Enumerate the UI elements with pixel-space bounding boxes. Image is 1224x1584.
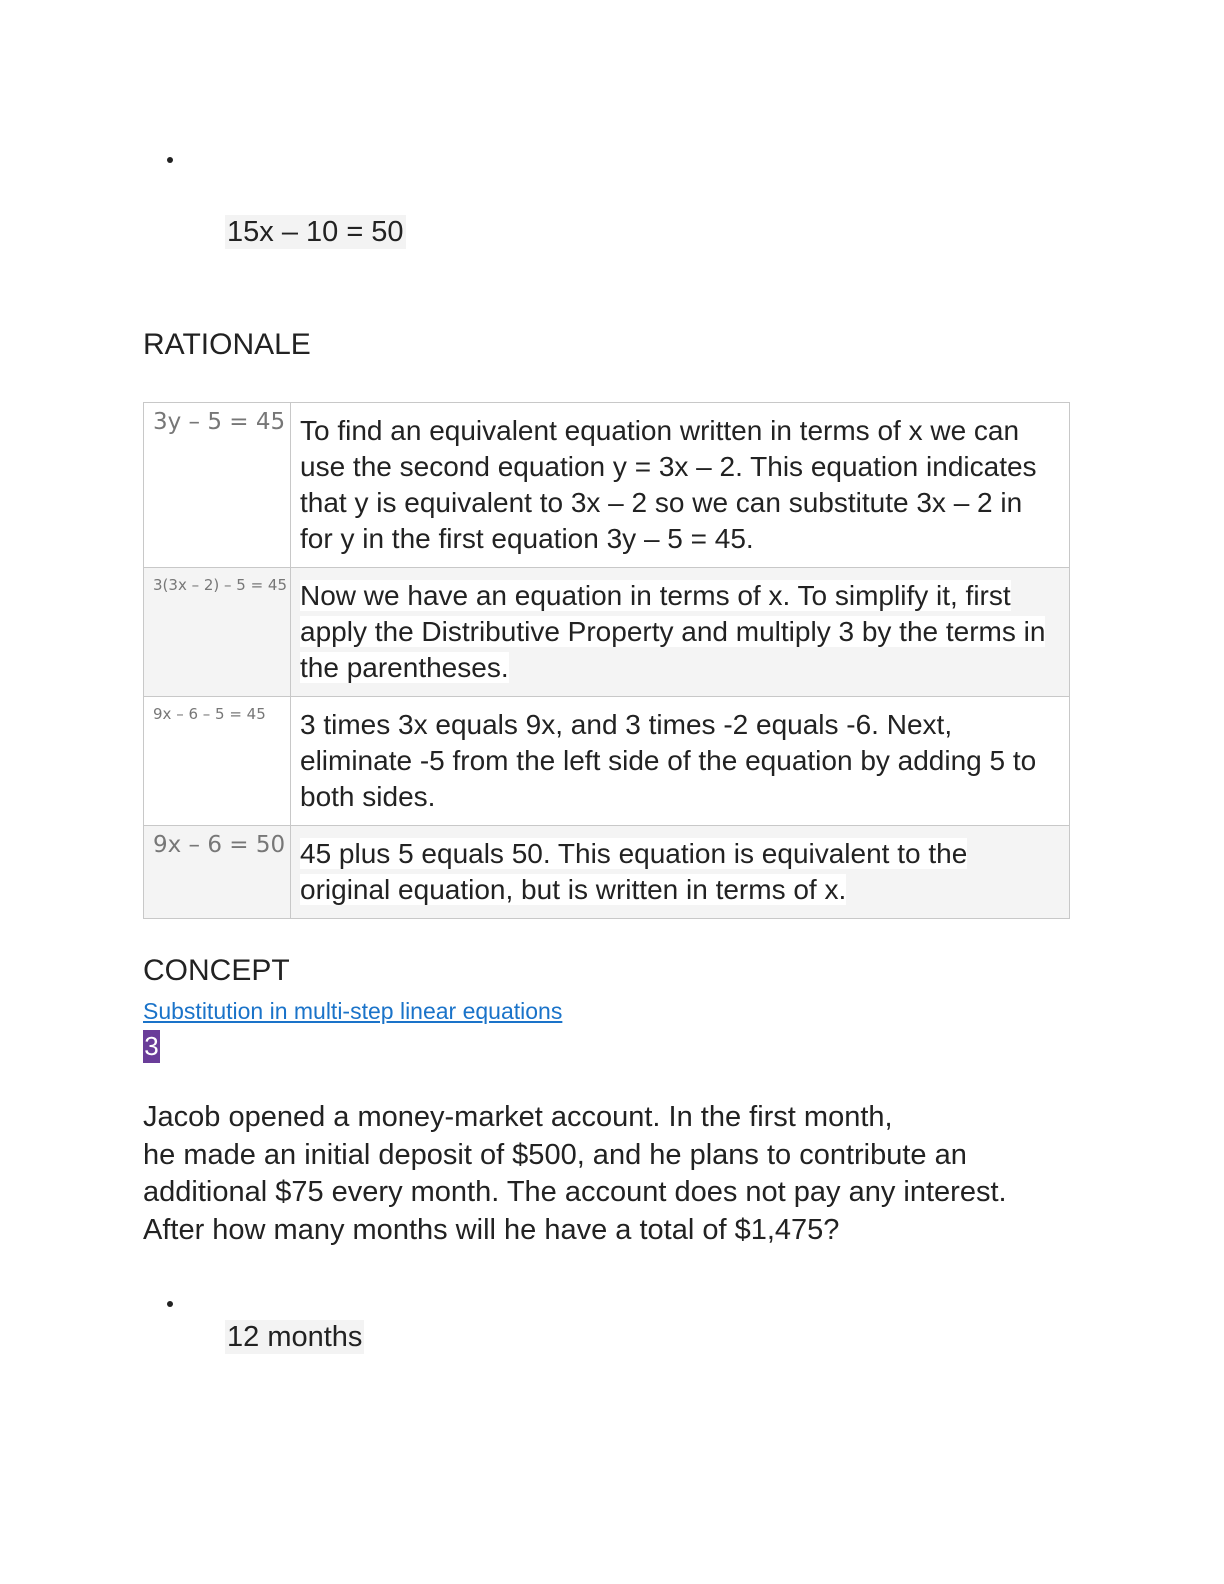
question-line: After how many months will he have a total of $1,475? — [143, 1213, 840, 1246]
equation: 9x – 6 = 50 — [153, 832, 286, 858]
equation-cell — [144, 826, 291, 919]
explanation-text: 3 times 3x equals 9x, and 3 times -2 equals -6. Next, eliminate -5 from the left side of the equation by adding 5 to both sides. — [300, 709, 1037, 812]
table-row — [144, 568, 1070, 697]
question-text — [143, 1099, 1073, 1249]
equation-cell — [144, 568, 291, 697]
equation: 9x – 6 – 5 = 45 — [153, 705, 266, 723]
table-row — [144, 403, 1070, 568]
question-number-badge: 3 — [144, 1031, 159, 1061]
concept-heading: CONCEPT — [143, 954, 290, 987]
explanation-cell — [291, 826, 1070, 919]
explanation-text: 45 plus 5 equals 50. This equation is equivalent to the original equation, but is written in terms of x. — [300, 838, 968, 905]
explanation-cell — [291, 403, 1070, 568]
explanation-cell — [291, 568, 1070, 697]
explanation-cell — [291, 697, 1070, 826]
equation: 3y – 5 = 45 — [153, 409, 286, 435]
question-line: he made an initial deposit of $500, and he plans to contribute an additional $75 every month. The account does not pay any interest. — [143, 1138, 1007, 1208]
explanation-text: Now we have an equation in terms of x. To simplify it, first apply the Distributive Property and multiply 3 by the terms in the parentheses. — [300, 580, 1046, 683]
table-row — [144, 697, 1070, 826]
bullet-icon — [167, 157, 173, 163]
bullet-icon — [167, 1301, 173, 1307]
answer-option[interactable]: 12 months — [227, 1321, 363, 1353]
question-line: Jacob opened a money-market account. In the first month, — [143, 1101, 893, 1133]
explanation-text: To find an equivalent equation written in terms of x we can use the second equation y = 3x – 2. This equation indicates that y is equivalent to 3x – 2 so we can substitute 3x – 2 in for y in the first equation 3y – 5 = 45. — [300, 415, 1037, 554]
equation: 3(3x – 2) – 5 = 45 — [153, 576, 288, 594]
answer-option[interactable]: 15x – 10 = 50 — [227, 216, 404, 248]
concept-link[interactable]: Substitution in multi-step linear equations — [143, 998, 563, 1024]
equation-cell — [144, 403, 291, 568]
rationale-table — [143, 402, 1070, 919]
table-row — [144, 826, 1070, 919]
rationale-heading: RATIONALE — [143, 328, 311, 361]
equation-cell — [144, 697, 291, 826]
